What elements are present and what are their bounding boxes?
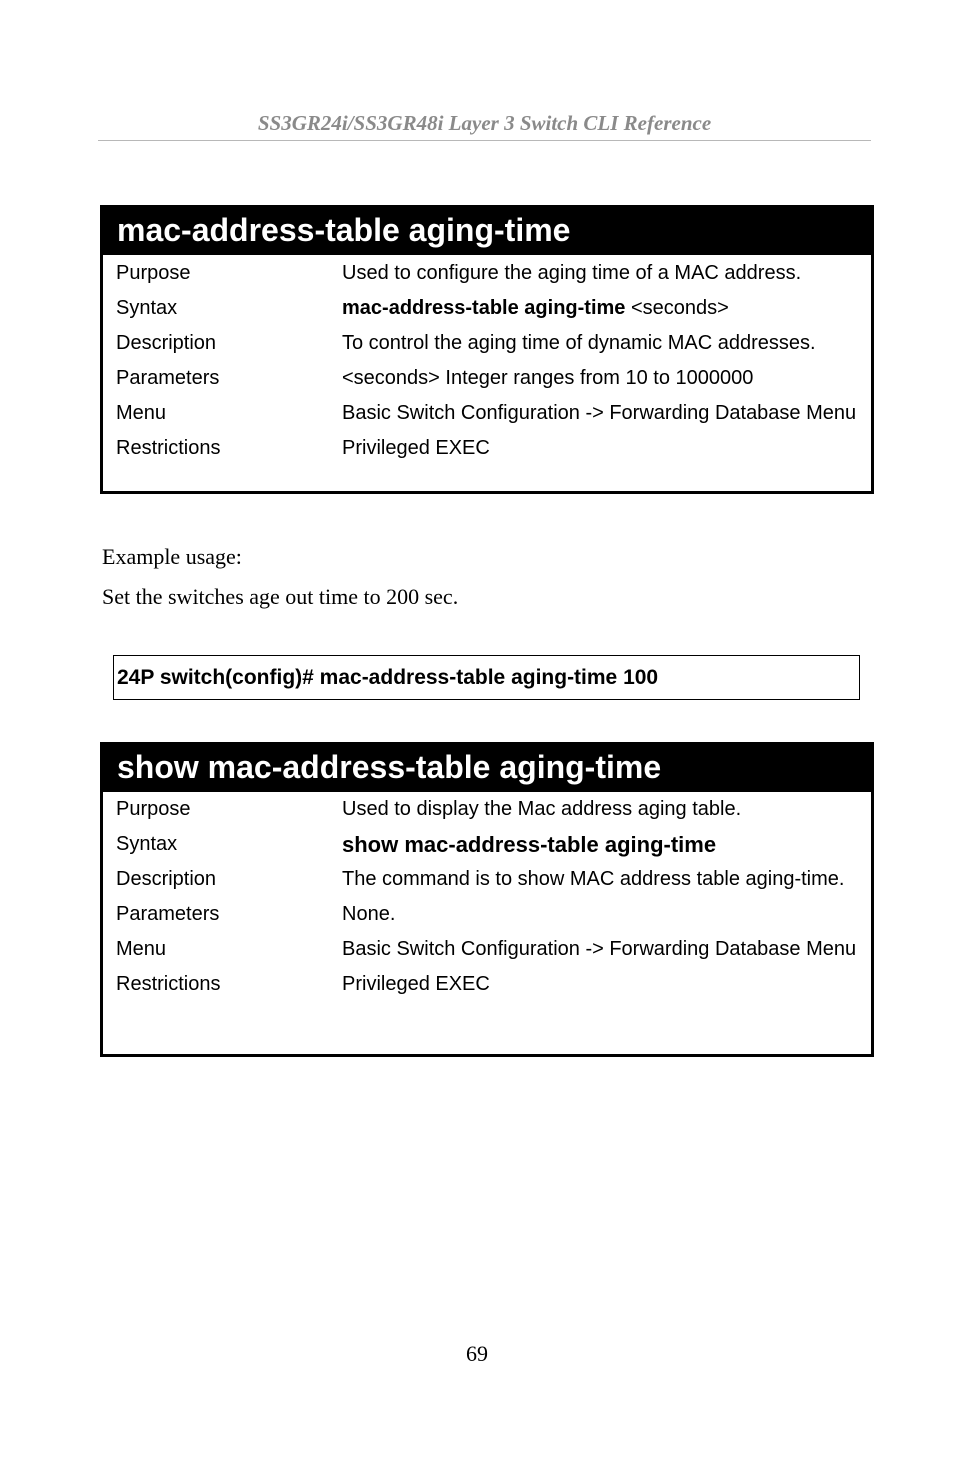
syntax-command: mac-address-table aging-time xyxy=(342,297,626,319)
syntax-label: Syntax xyxy=(116,833,178,855)
description-row xyxy=(103,867,871,892)
description-label: Description xyxy=(116,868,217,890)
command-title: mac-address-table aging-time xyxy=(103,205,871,255)
parameters-row xyxy=(103,902,871,927)
restrictions-value: Privileged EXEC xyxy=(342,973,490,995)
parameters-row xyxy=(103,366,871,391)
restrictions-row xyxy=(103,972,871,997)
purpose-label: Purpose xyxy=(116,798,191,820)
restrictions-row xyxy=(103,436,871,461)
page-header: SS3GR24i/SS3GR48i Layer 3 Switch CLI Reference xyxy=(98,108,871,141)
menu-value: Basic Switch Configuration -> Forwarding Database Menu xyxy=(342,402,857,424)
purpose-row xyxy=(103,261,871,286)
syntax-value: show mac-address-table aging-time xyxy=(342,832,717,857)
menu-row xyxy=(103,401,871,426)
example-description: Set the switches age out time to 200 sec. xyxy=(102,584,459,609)
purpose-value: Used to configure the aging time of a MAC address. xyxy=(342,262,802,284)
page-number: 69 xyxy=(466,1341,488,1366)
restrictions-value: Privileged EXEC xyxy=(342,437,490,459)
menu-value: Basic Switch Configuration -> Forwarding Database Menu xyxy=(342,938,857,960)
description-value: The command is to show MAC address table aging-time. xyxy=(342,868,845,890)
description-value: To control the aging time of dynamic MAC addresses. xyxy=(342,332,816,354)
syntax-value xyxy=(342,296,871,321)
menu-row xyxy=(103,937,871,962)
restrictions-label: Restrictions xyxy=(116,437,221,459)
description-row xyxy=(103,331,871,356)
command-title: show mac-address-table aging-time xyxy=(103,742,871,792)
syntax-argument: <seconds> xyxy=(625,297,729,319)
command-table-aging-time xyxy=(100,205,874,494)
example-heading: Example usage: xyxy=(102,544,242,569)
syntax-label: Syntax xyxy=(116,297,178,319)
parameters-label: Parameters xyxy=(116,367,220,389)
parameters-label: Parameters xyxy=(116,903,220,925)
restrictions-label: Restrictions xyxy=(116,973,221,995)
menu-label: Menu xyxy=(116,402,167,424)
parameters-value: <seconds> Integer ranges from 10 to 1000000 xyxy=(342,367,754,389)
example-command-box: 24P switch(config)# mac-address-table aging-time 100 xyxy=(113,655,860,700)
description-label: Description xyxy=(116,332,217,354)
menu-label: Menu xyxy=(116,938,167,960)
syntax-row xyxy=(103,832,871,857)
syntax-row xyxy=(103,296,871,321)
purpose-label: Purpose xyxy=(116,262,191,284)
purpose-row xyxy=(103,797,871,822)
purpose-value: Used to display the Mac address aging table. xyxy=(342,798,742,820)
parameters-value: None. xyxy=(342,903,396,925)
command-table-show-aging-time xyxy=(100,742,874,1057)
